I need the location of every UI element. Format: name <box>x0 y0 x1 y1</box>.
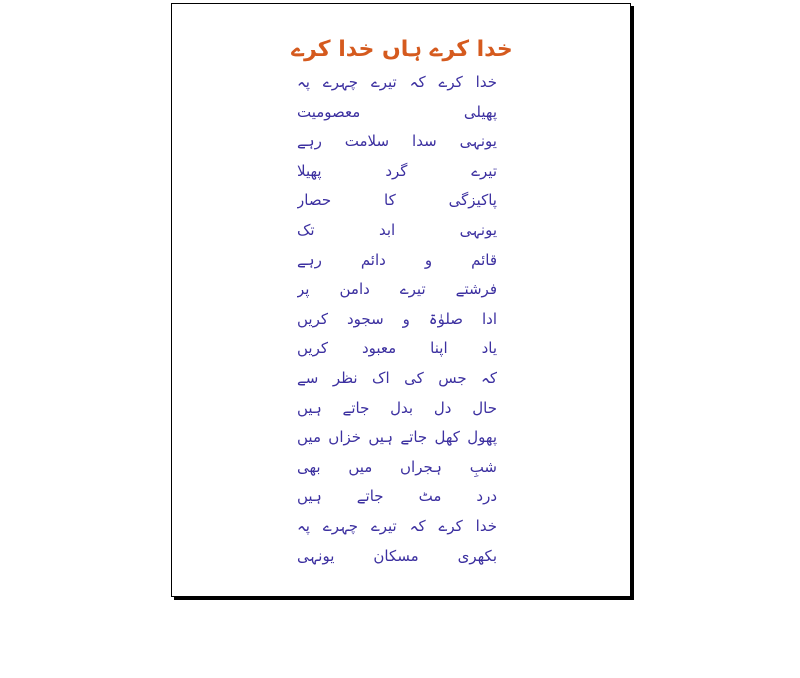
poem-line: حال دل بدل جاتے ہیں <box>297 398 497 417</box>
poem-line: ادا صلوٰۃ و سجود کریں <box>297 309 497 328</box>
poem-line: خدا کرے کہ تیرے چہرے پہ <box>297 516 497 535</box>
poem-body <box>297 68 497 571</box>
poem-line: درد مٹ جاتے ہیں <box>297 487 497 506</box>
poem-line: شبِ ہجراں میں بھی <box>297 457 497 476</box>
poem-line: یونہی سدا سلامت رہے <box>297 132 497 151</box>
poem-line: کہ جس کی اک نظر سے <box>297 368 497 387</box>
poem-line: پھیلی معصومیت <box>297 102 497 121</box>
poem-line: بکھری مسکان یونہی <box>297 546 497 565</box>
poem-line: پھول کھل جاتے ہیں خزاں میں <box>297 428 497 447</box>
poem-line: یاد اپنا معبود کریں <box>297 339 497 358</box>
poem-line: قائم و دائم رہے <box>297 250 497 269</box>
poem-line: فرشتے تیرے دامن پر <box>297 280 497 299</box>
poem-line: تیرے گرد پھیلا <box>297 161 497 180</box>
poem-title: خدا کرے ہاں خدا کرے <box>291 37 513 62</box>
poem-line: خدا کرے کہ تیرے چہرے پہ <box>297 73 497 91</box>
document-page <box>171 3 631 597</box>
poem-line: یونہی ابد تک <box>297 220 497 239</box>
poem-line: پاکیزگی کا حصار <box>297 191 497 210</box>
